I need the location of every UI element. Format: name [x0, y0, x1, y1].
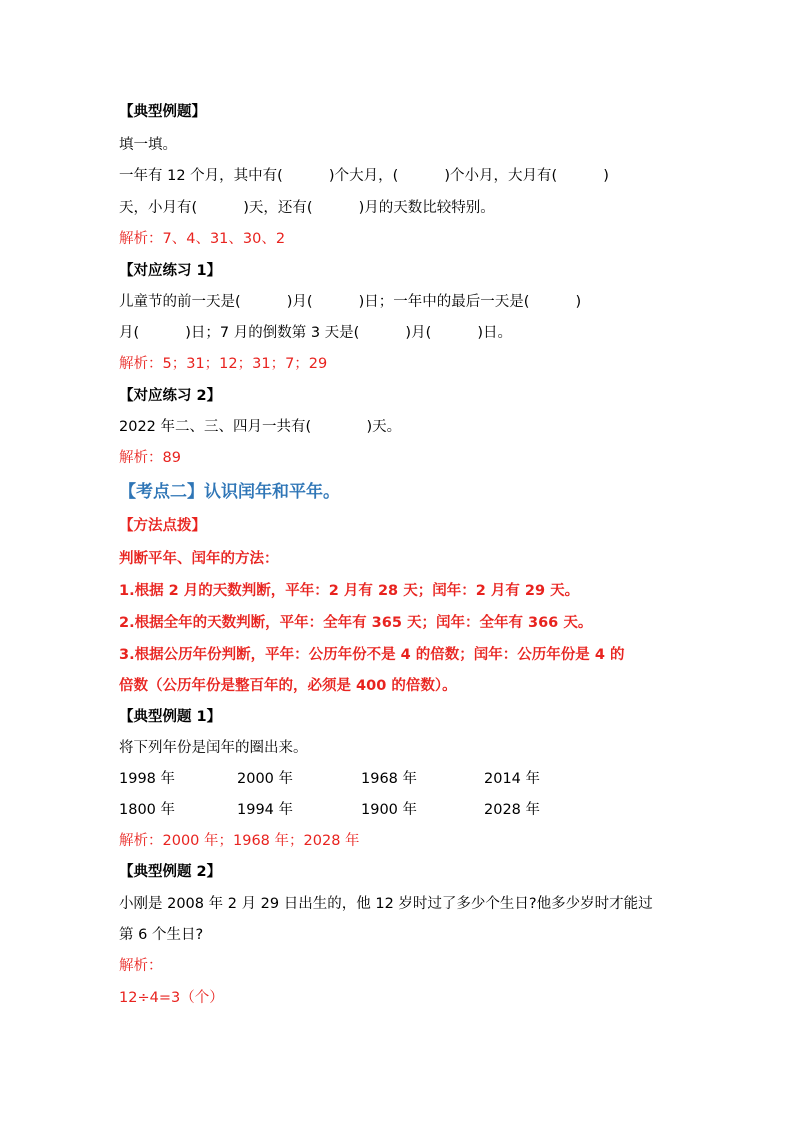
- year-option: 1900 年: [361, 802, 418, 818]
- answer-text: 12÷4=3（个）: [119, 990, 224, 1006]
- section-heading-practice-1: 【对应练习 1】: [119, 263, 222, 279]
- key-point-title: 【考点二】认识闰年和平年。: [119, 482, 340, 502]
- question-line: 一年有 12 个月，其中有( )个大月，( )个小月，大月有( ): [119, 168, 609, 184]
- question-line: 月( )日；7 月的倒数第 3 天是( )月( )日。: [119, 325, 512, 341]
- method-line: 2.根据全年的天数判断，平年：全年有 365 天；闰年：全年有 366 天。: [119, 615, 593, 631]
- question-line: 2022 年二、三、四月一共有( )天。: [119, 419, 402, 435]
- year-option: 2028 年: [484, 802, 541, 818]
- section-heading-typical-example-2: 【典型例题 2】: [119, 864, 222, 880]
- method-line: 判断平年、闰年的方法：: [119, 551, 279, 567]
- answer-text: 解析：5；31；12；31；7；29: [119, 356, 328, 372]
- method-line: 3.根据公历年份判断，平年：公历年份不是 4 的倍数；闰年：公历年份是 4 的: [119, 647, 625, 663]
- answer-text: 解析：7、4、31、30、2: [119, 231, 286, 247]
- method-line: 1.根据 2 月的天数判断，平年：2 月有 28 天；闰年：2 月有 29 天。: [119, 583, 580, 599]
- question-line: 小刚是 2008 年 2 月 29 日出生的，他 12 岁时过了多少个生日?他多少岁时才能过: [119, 896, 653, 912]
- question-prompt: 填一填。: [119, 137, 177, 153]
- question-line: 第 6 个生日?: [119, 927, 204, 943]
- method-line: 倍数（公历年份是整百年的，必须是 400 的倍数）。: [119, 678, 457, 694]
- answer-text: 解析：2000 年；1968 年；2028 年: [119, 833, 360, 849]
- year-option: 2014 年: [484, 771, 541, 787]
- method-heading: 【方法点拨】: [119, 518, 206, 534]
- year-option: 2000 年: [237, 771, 294, 787]
- section-heading-typical-example-1: 【典型例题 1】: [119, 709, 222, 725]
- year-option: 1994 年: [237, 802, 294, 818]
- year-option: 1998 年: [119, 771, 176, 787]
- year-option: 1800 年: [119, 802, 176, 818]
- question-line: 儿童节的前一天是( )月( )日；一年中的最后一天是( ): [119, 294, 582, 310]
- answer-text: 解析：89: [119, 450, 181, 466]
- answer-label: 解析：: [119, 958, 163, 974]
- question-line: 天，小月有( )天，还有( )月的天数比较特别。: [119, 200, 495, 216]
- question-prompt: 将下列年份是闰年的圈出来。: [119, 740, 308, 756]
- section-heading-typical-example: 【典型例题】: [119, 104, 206, 120]
- year-option: 1968 年: [361, 771, 418, 787]
- section-heading-practice-2: 【对应练习 2】: [119, 388, 222, 404]
